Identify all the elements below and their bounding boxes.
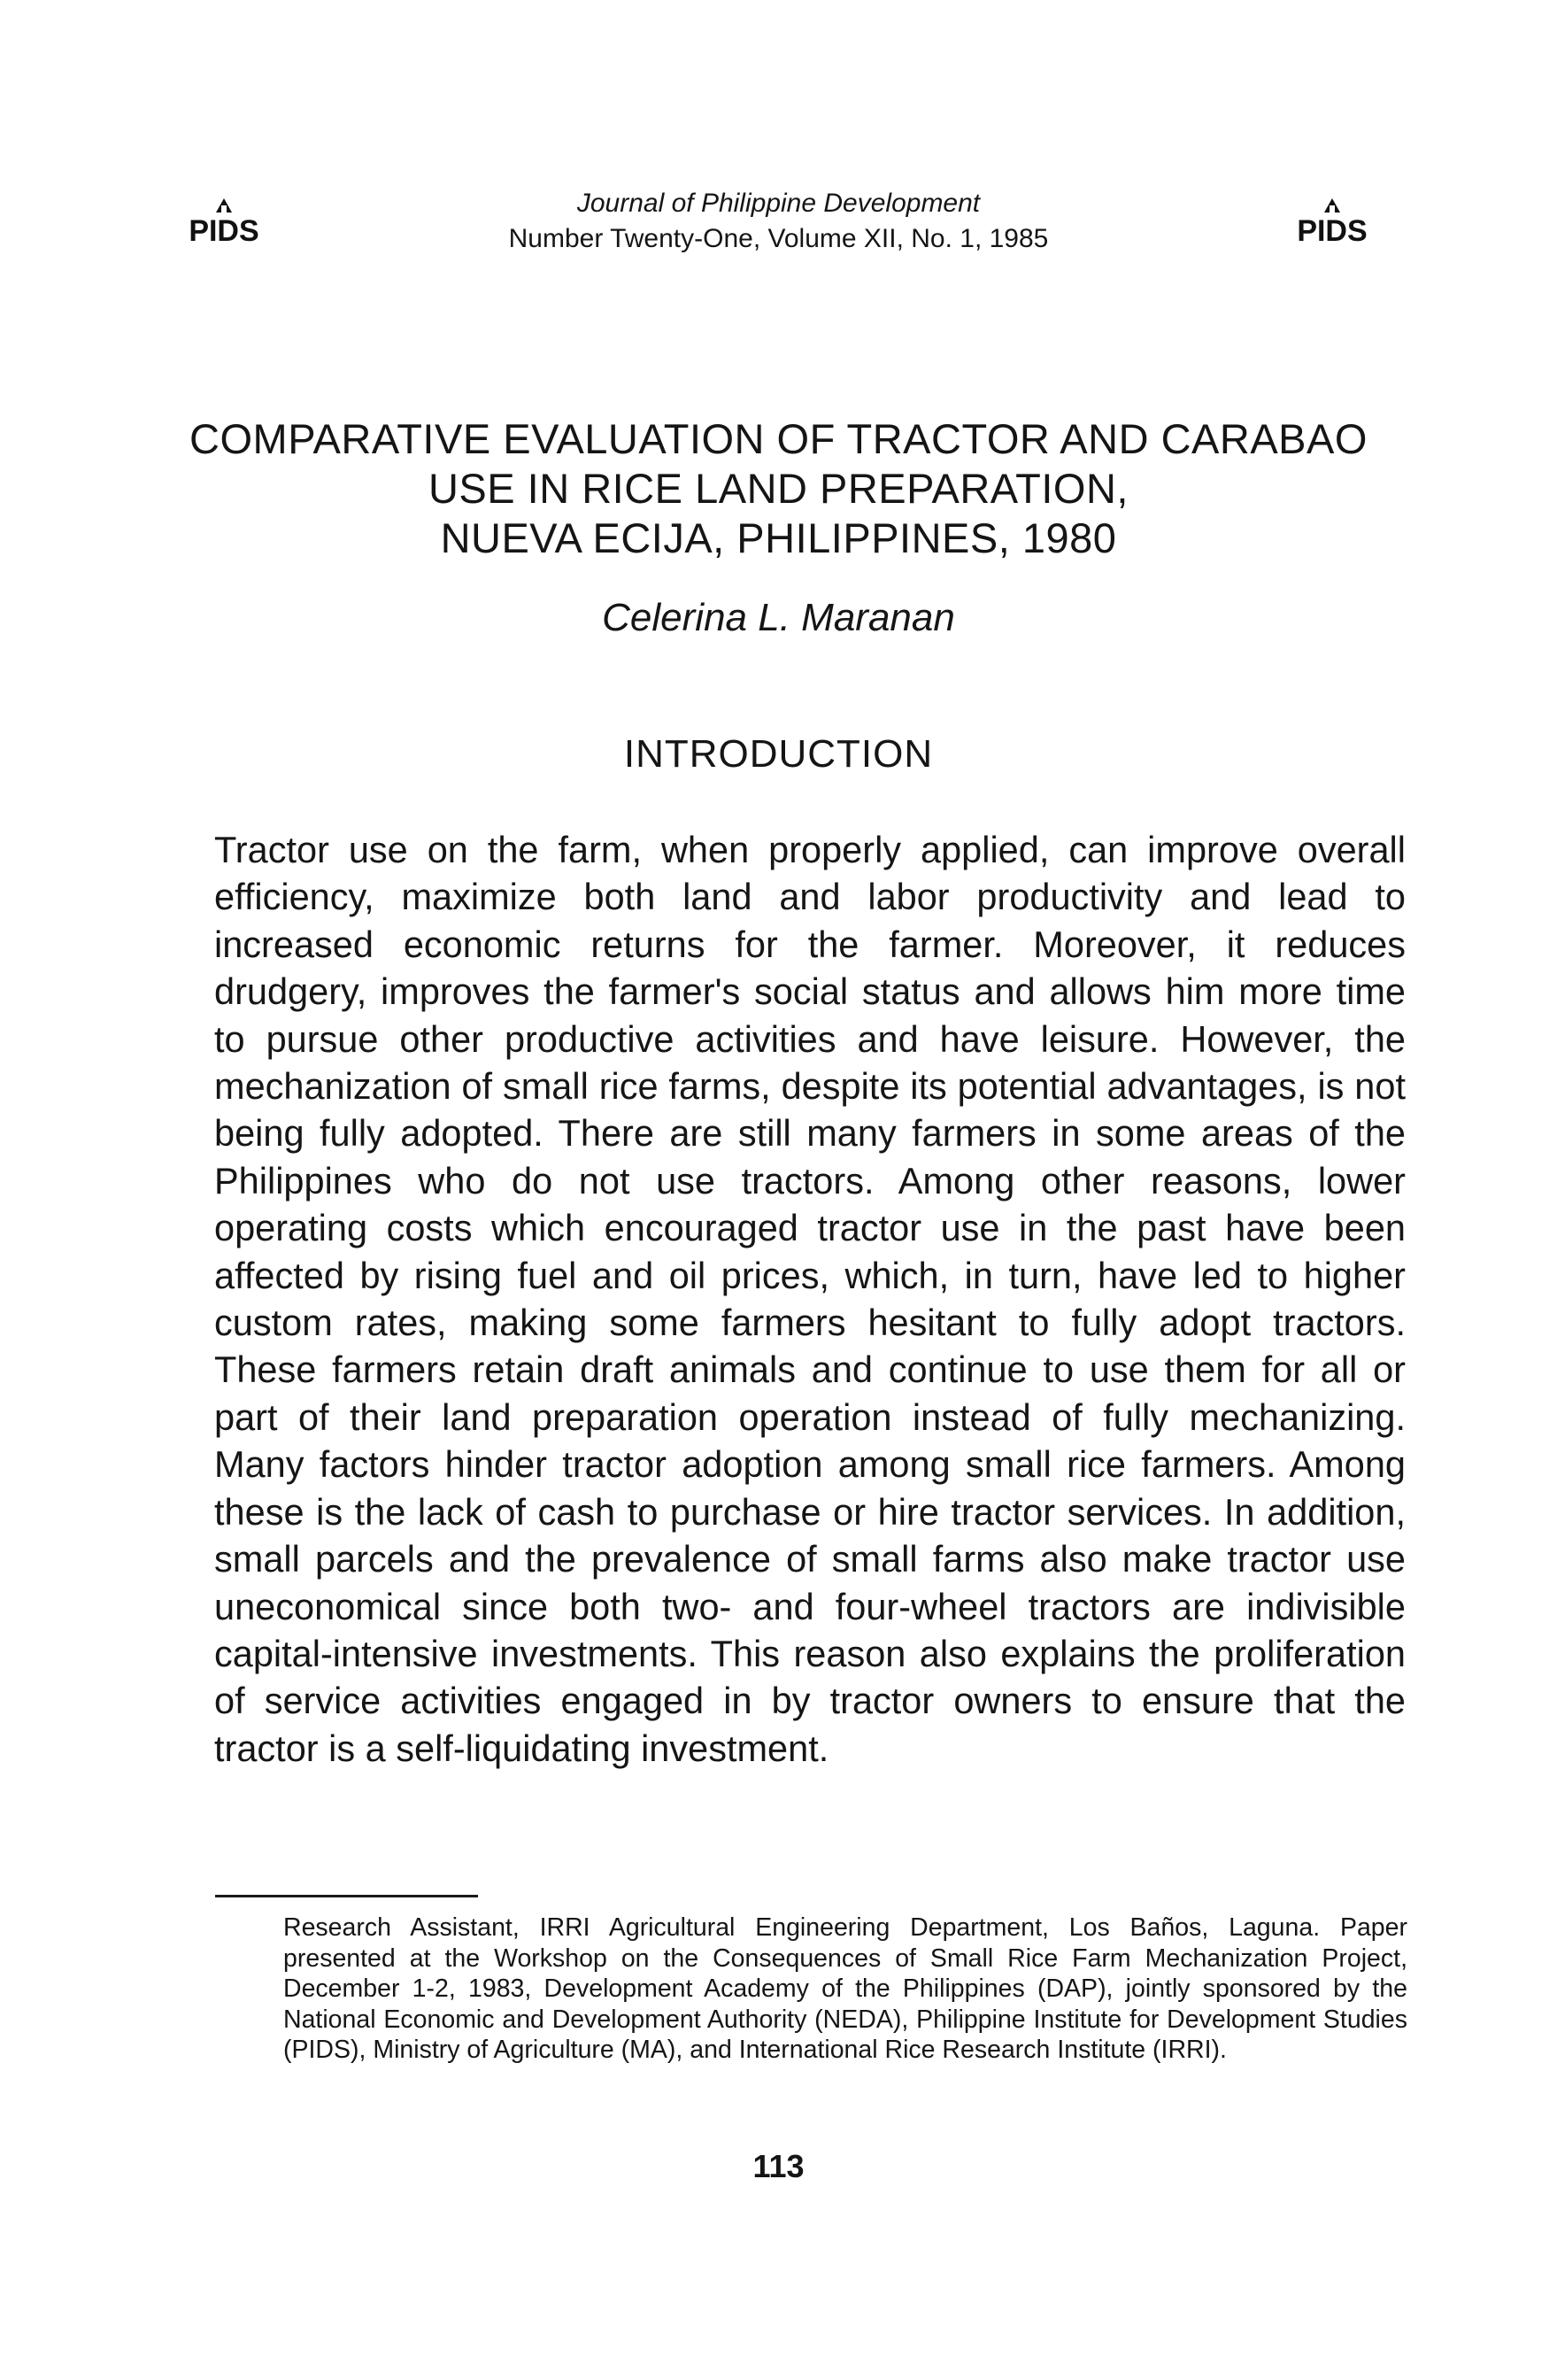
author-name: Celerina L. Maranan	[602, 596, 955, 639]
body-paragraph: Tractor use on the farm, when properly applied, can improve overall efficiency, maximize both land and labor productivity and lead to increased economic returns for the farmer. Moreover, it reduces drudgery, improves the farmer's social status and allows him more time to pursue other productive activities and have leisure. However, the mechanization of small rice farms, despite its potential advantages, is not being fully adopted. There are still many farmers in some areas of the Philippines who do not use tractors. Among other reasons, lower operating costs which encouraged tractor use in the past have been affected by rising fuel and oil prices, which, in turn, have led to higher custom rates, making some farmers hesitant to fully adopt tractors. These farmers retain draft animals and continue to use them for all or part of their land preparation operation instead of fully mechanizing. Many factors hinder tractor adoption among small rice farmers. Among these is the lack of cash to purchase or hire tractor services. In addition, small parcels and the prevalence of small farms also make tractor use uneconomical since both two- and four-wheel tractors are indivisible capital-intensive investments. This reason also explains the proliferation of service activities engaged in by tractor owners to ensure that the tractor is a self-liquidating investment.	[214, 829, 1406, 1769]
logo-text: PIDS	[1297, 214, 1368, 248]
title-line: NUEVA ECIJA, PHILIPPINES, 1980	[440, 514, 1117, 561]
title-line: USE IN RICE LAND PREPARATION,	[428, 465, 1129, 512]
journal-name: Journal of Philippine Development	[576, 189, 981, 218]
footnote-divider	[215, 1895, 478, 1897]
footnote: Research Assistant, IRRI Agricultural Engineering Department, Los Baños, Laguna. Paper presented at the Workshop on the Consequences of Small Rice Farm Mechanization Project, December 1-2, 1983, Development Academy of the Philippines (DAP), jointly sponsored by the National Economic and Development Authority (NEDA), Philippine Institute for Development Studies (PIDS), Ministry of Agriculture (MA), and International Rice Research Institute (IRRI).	[283, 1913, 1407, 2064]
journal-issue: Number Twenty-One, Volume XII, No. 1, 1985	[508, 224, 1049, 253]
title-line: COMPARATIVE EVALUATION OF TRACTOR AND CARABAO	[189, 415, 1368, 462]
section-heading: INTRODUCTION	[623, 732, 934, 776]
article-title	[177, 414, 1380, 563]
pids-logo-right	[1292, 197, 1372, 250]
pids-logo-icon	[1292, 197, 1372, 250]
logo-text: PIDS	[189, 214, 259, 248]
page-number: 113	[752, 2148, 805, 2184]
